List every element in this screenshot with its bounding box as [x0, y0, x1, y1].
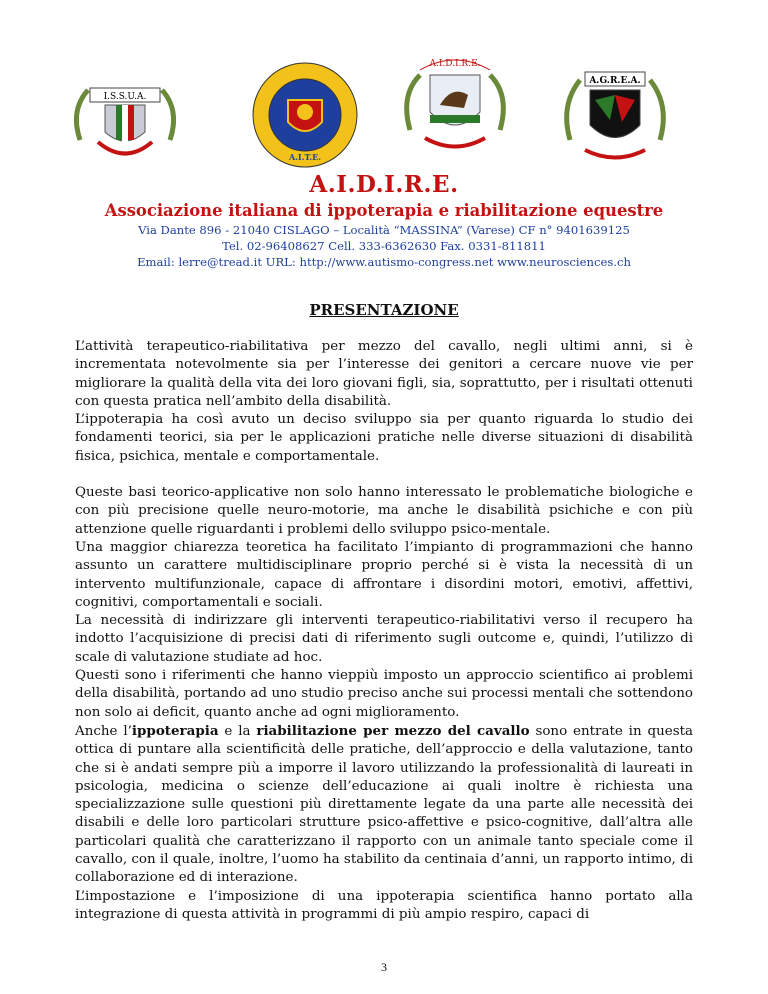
- aidire-logo-label: A.I.D.I.R.E.: [429, 59, 481, 69]
- text-run: Anche l’: [75, 723, 132, 739]
- agrea-crest-icon: [560, 60, 670, 170]
- org-name: Associazione italiana di ippoterapia e riabilitazione equestre: [104, 201, 664, 220]
- paragraph: [75, 722, 693, 888]
- section-title: PRESENTAZIONE: [309, 301, 459, 319]
- issua-crest-icon: [70, 70, 180, 170]
- paragraph: L’impostazione e l’imposizione di una ippoterapia scientifica hanno portato alla integrazione di questa attività in programmi di più ampio respiro, capaci di: [75, 888, 693, 922]
- logo-row: [70, 50, 710, 170]
- agrea-label: A.G.R.E.A.: [589, 76, 641, 86]
- bold-term: riabilitazione per mezzo del cavallo: [256, 722, 530, 739]
- aite-label-bottom: A.I.T.E.: [288, 152, 322, 162]
- contact-address: Via Dante 896 - 21040 CISLAGO – Località “MASSINA” (Varese) CF n° 9401639125: [138, 223, 630, 237]
- paragraph: L’attività terapeutico-riabilitativa per mezzo del cavallo, negli ultimi anni, si è incrementata notevolmente sia per l’interesse dei genitori a cercare nuove vie per migliorare la qualità della vita dei loro giovani figli, sia, soprattutto, per i risultati ottenuti con questa pratica nell’ambito della disabilità.: [75, 339, 693, 409]
- issua-label: I.S.S.U.A.: [103, 92, 147, 102]
- contact-phone: Tel. 02-96408627 Cell. 333-6362630 Fax. 0331-811811: [222, 239, 546, 253]
- page-number: 3: [381, 960, 387, 974]
- aidire-crest-icon: [400, 50, 510, 165]
- letterhead: [0, 168, 768, 270]
- paragraph: Questi sono i riferimenti che hanno vieppiù imposto un approccio scientifico ai problemi della disabilità, portando ad uno studio preciso anche sui processi mentali che sottendono non solo ai deficit, quanto anche ad ogni miglioramento.: [75, 668, 693, 720]
- paragraph: Queste basi teorico-applicative non solo hanno interessato le problematiche biologiche e con più precisione quelle neuro-motorie, ma anche le disabilità psichiche e con più attenzione quelle riguardanti i problemi dello sviluppo psico-mentale.: [75, 485, 693, 537]
- paragraph: L’ippoterapia ha così avuto un deciso sviluppo sia per quanto riguarda lo studio dei fondamenti teorici, sia per le applicazioni pratiche nelle diverse situazioni di disabilità fisica, psichica, mentale e comportamentale.: [75, 412, 693, 464]
- text-run: e la: [218, 723, 257, 739]
- aite-seal-icon: [250, 60, 360, 170]
- body-text: [75, 338, 693, 924]
- paragraph: La necessità di indirizzare gli interventi terapeutico-riabilitativi verso il recupero ha indotto l’acquisizione di precisi dati di riferimento sugli outcome e, quindi, l’utilizzo di scale di valutazione studiate ad hoc.: [75, 613, 693, 665]
- contact-web: Email: lerre@tread.it URL: http://www.autismo-congress.net www.neurosciences.ch: [137, 255, 631, 269]
- bold-term: ippoterapia: [131, 722, 219, 739]
- text-run: sono entrate in questa ottica di puntare alla scientificità delle pratiche, dell’approccio e della valutazione, tanto che si è andati sempre più a imporre il lavoro utilizzando la professionalità di laureati in psicologia, medicina o scienze dell’educazione ai quali inoltre è richiesta una specializzazione sulle questioni più direttamente legate da una parte alle necessità dei disabili e delle loro particolari strutture psico-affettive e psico-cognitive, dall’altra alle particolari qualità che caratterizzano il rapporto con un animale tanto speciale come il cavallo, con il quale, inoltre, l’uomo ha stabilito da centinaia d’anni, un rapporto intimo, di collaborazione ed di interazione.: [75, 723, 694, 886]
- paragraph: Una maggior chiarezza teoretica ha facilitato l’impianto di programmazioni che hanno assunto un carattere multidisciplinare proprio perché si è vista la necessità di un intervento multifunzionale, capace di affrontare i disordini motori, emotivi, affettivi, cognitivi, comportamentali e sociali.: [75, 539, 693, 610]
- org-acronym: A.I.D.I.R.E.: [309, 171, 459, 198]
